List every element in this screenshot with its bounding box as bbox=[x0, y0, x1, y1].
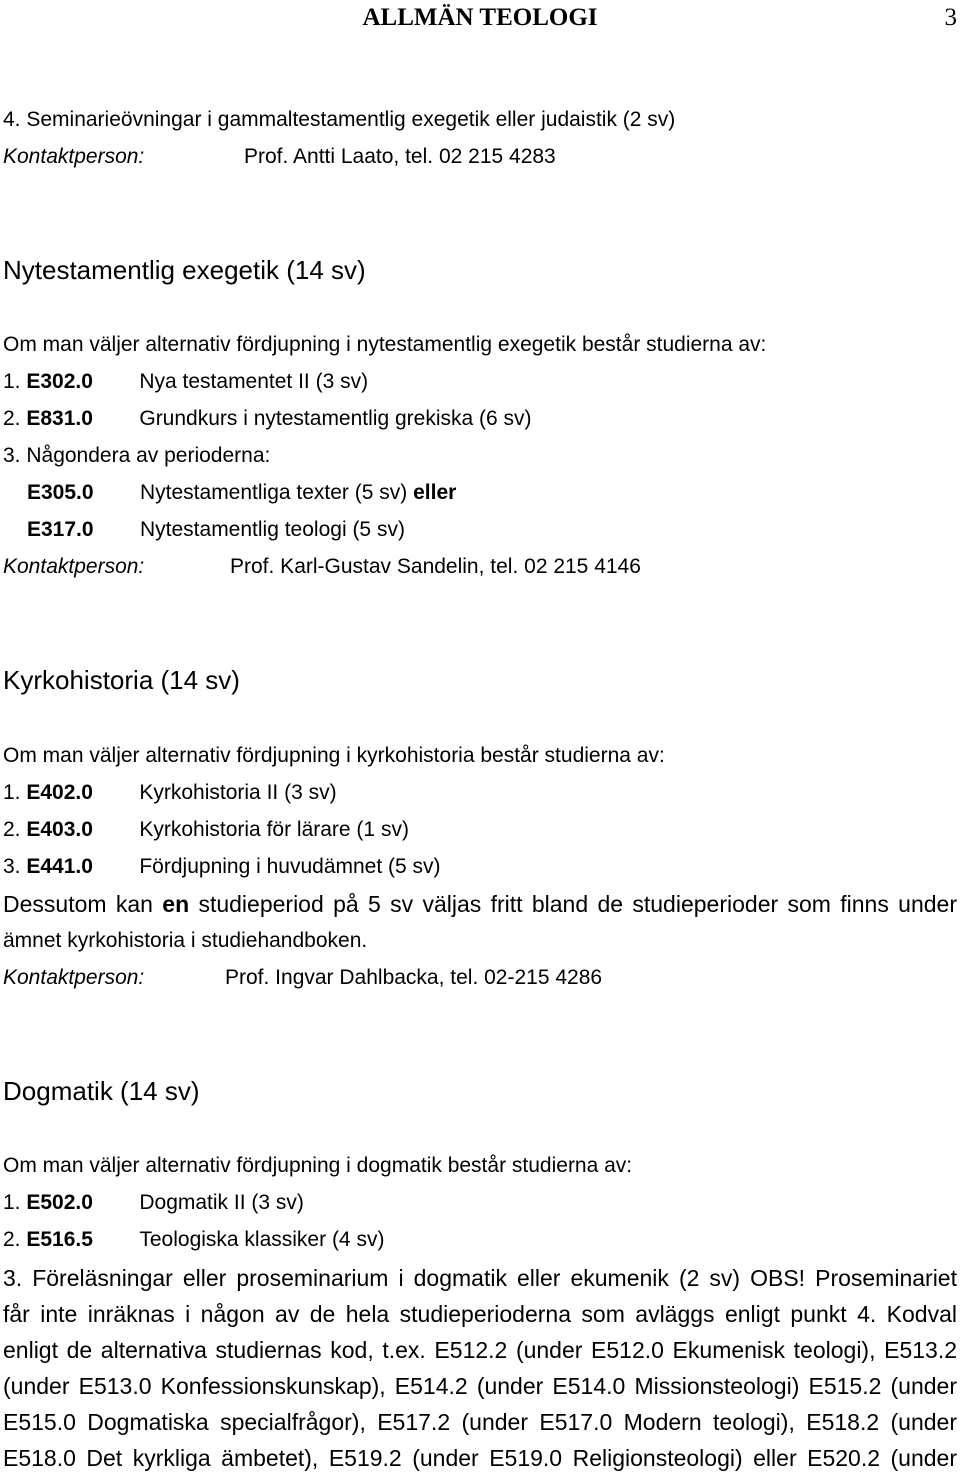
course-code: E831.0 bbox=[26, 407, 93, 430]
contact-value: Prof. Ingvar Dahlbacka, tel. 02-215 4286 bbox=[225, 966, 603, 989]
kh-item bbox=[3, 779, 337, 807]
course-code: E305.0 bbox=[27, 481, 94, 504]
course-title: Fördjupning i huvudämnet (5 sv) bbox=[139, 855, 441, 878]
course-title: Nya testamentet II (3 sv) bbox=[139, 370, 369, 393]
item-number: 1. bbox=[3, 370, 27, 393]
dg-paragraph-line: (under E513.0 Konfessionskunskap), E514.2 (under E514.0 Missionsteologi) E515.2 (under bbox=[3, 1373, 957, 1399]
nt-item bbox=[3, 405, 532, 433]
contact-label: Kontaktperson: bbox=[3, 966, 145, 989]
nt-contact bbox=[3, 553, 641, 581]
item-number: 2. bbox=[3, 818, 27, 841]
or-label: eller bbox=[413, 481, 457, 504]
course-code: E502.0 bbox=[26, 1191, 93, 1214]
course-code: E302.0 bbox=[26, 370, 93, 393]
ot-contact bbox=[3, 143, 556, 171]
section-heading-dg: Dogmatik (14 sv) bbox=[3, 1076, 200, 1106]
kh-intro: Om man väljer alternativ fördjupning i kyrkohistoria består studierna av: bbox=[3, 744, 665, 767]
dg-paragraph-line: får inte inräknas i någon av de hela studieperioderna som avläggs enligt punkt 4. Kodval bbox=[3, 1301, 957, 1327]
course-code: E402.0 bbox=[26, 781, 93, 804]
nt-sub-item bbox=[27, 479, 456, 507]
kh-contact bbox=[3, 964, 602, 992]
dg-paragraph-line: E515.0 Dogmatiska specialfrågor), E517.2 (under E517.0 Modern teologi), E518.2 (under bbox=[3, 1409, 957, 1435]
item-number: 2. bbox=[3, 1228, 27, 1251]
course-code: E441.0 bbox=[26, 855, 93, 878]
page-header bbox=[0, 4, 960, 34]
ot-item-4: 4. Seminarieövningar i gammaltestamentlig exegetik eller judaistik (2 sv) bbox=[3, 108, 676, 131]
header-title: ALLMÄN TEOLOGI bbox=[362, 4, 598, 31]
item-number: 3. bbox=[3, 855, 27, 878]
note-text: Dessutom kan bbox=[3, 891, 163, 917]
dg-item bbox=[3, 1189, 304, 1217]
nt-item-3: 3. Någondera av perioderna: bbox=[3, 444, 271, 467]
nt-sub-item bbox=[27, 516, 405, 544]
nt-item bbox=[3, 368, 368, 396]
dg-paragraph-line: 3. Föreläsningar eller proseminarium i dogmatik eller ekumenik (2 sv) OBS! Proseminariet bbox=[3, 1265, 957, 1291]
course-title: Kyrkohistoria II (3 sv) bbox=[139, 781, 337, 804]
dg-intro: Om man väljer alternativ fördjupning i dogmatik består studierna av: bbox=[3, 1154, 633, 1177]
dg-paragraph-line: E518.0 Det kyrkliga ämbetet), E519.2 (under E519.0 Religionsteologi) eller E520.2 (under bbox=[3, 1445, 957, 1471]
dg-item bbox=[3, 1226, 384, 1254]
contact-value: Prof. Antti Laato, tel. 02 215 4283 bbox=[244, 145, 556, 168]
kh-item bbox=[3, 853, 441, 881]
course-title: Kyrkohistoria för lärare (1 sv) bbox=[139, 818, 409, 841]
section-heading-kh: Kyrkohistoria (14 sv) bbox=[3, 665, 240, 695]
kh-note-line: ämnet kyrkohistoria i studiehandboken. bbox=[3, 929, 368, 952]
course-code: E403.0 bbox=[26, 818, 93, 841]
course-code: E317.0 bbox=[27, 518, 94, 541]
contact-label: Kontaktperson: bbox=[3, 145, 145, 168]
course-title: Grundkurs i nytestamentlig grekiska (6 sv) bbox=[139, 407, 532, 430]
nt-intro: Om man väljer alternativ fördjupning i nytestamentlig exegetik består studierna av: bbox=[3, 333, 767, 356]
note-emphasis: en bbox=[162, 891, 190, 917]
page-number: 3 bbox=[944, 4, 957, 31]
note-text: studieperiod på 5 sv väljas fritt bland de studieperioder som finns under bbox=[189, 891, 957, 917]
item-number: 1. bbox=[3, 781, 27, 804]
kh-note-line bbox=[3, 886, 957, 922]
section-heading-nt: Nytestamentlig exegetik (14 sv) bbox=[3, 255, 366, 285]
course-title: Teologiska klassiker (4 sv) bbox=[139, 1228, 385, 1251]
dg-paragraph-line: enligt de alternativa studiernas kod, t.ex. E512.2 (under E512.0 Ekumenisk teologi), E513.2 bbox=[3, 1337, 957, 1363]
contact-value: Prof. Karl-Gustav Sandelin, tel. 02 215 4146 bbox=[230, 555, 641, 578]
contact-label: Kontaktperson: bbox=[3, 555, 145, 578]
kh-item bbox=[3, 816, 409, 844]
course-title: Nytestamentliga texter (5 sv) bbox=[140, 481, 408, 504]
item-number: 1. bbox=[3, 1191, 27, 1214]
course-title: Dogmatik II (3 sv) bbox=[139, 1191, 304, 1214]
course-title: Nytestamentlig teologi (5 sv) bbox=[140, 518, 405, 541]
item-number: 2. bbox=[3, 407, 27, 430]
course-code: E516.5 bbox=[26, 1228, 93, 1251]
